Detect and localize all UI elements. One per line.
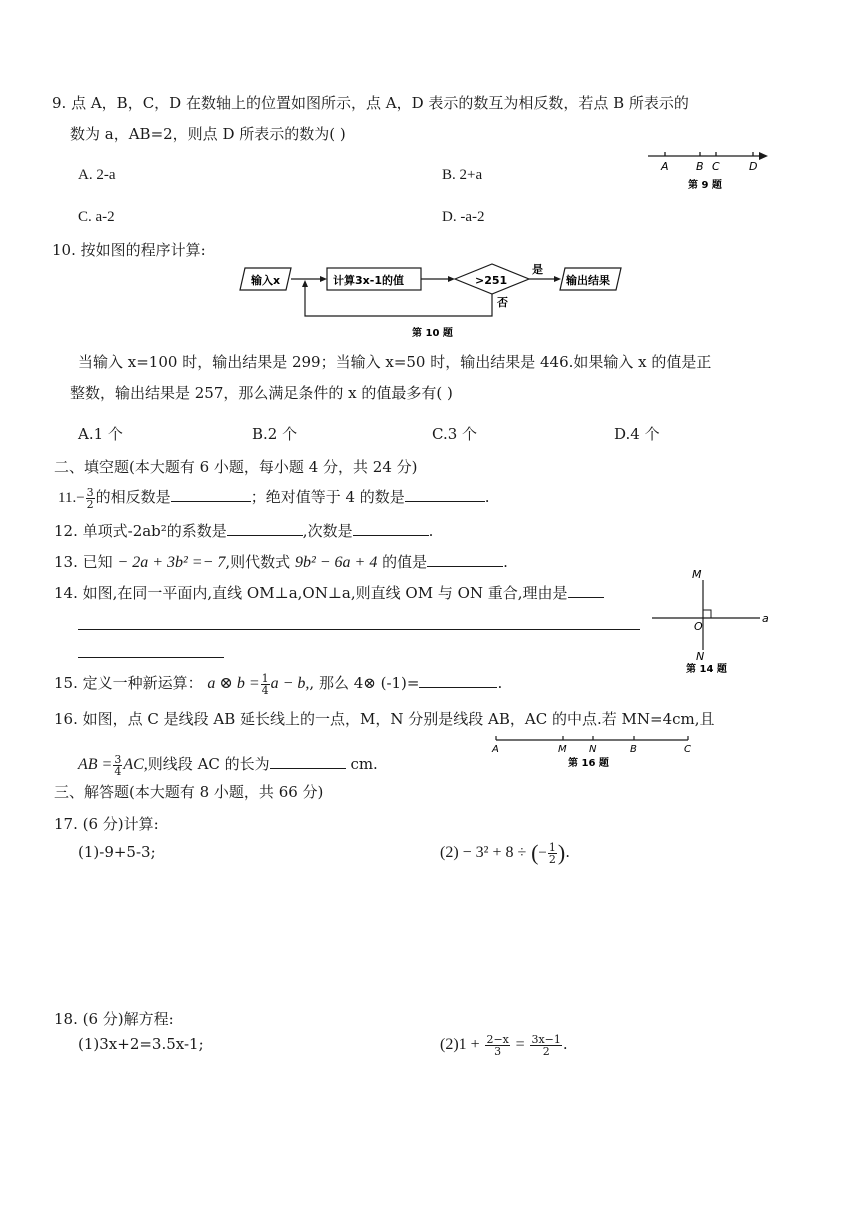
q9-number-line-figure bbox=[640, 146, 780, 196]
q9-option-a: A. 2-a bbox=[78, 167, 116, 183]
q10-option-a: A.1 个 bbox=[78, 425, 123, 443]
q10-option-c: C.3 个 bbox=[432, 425, 478, 443]
condition-label: >251 bbox=[475, 274, 508, 287]
q17-part2: (2) − 3² + 8 ÷ (− $\frac{1}{2}$ ). bbox=[440, 840, 570, 866]
q11-fraction: $\frac{3}{2}$ bbox=[86, 485, 94, 511]
input-label: 输入x bbox=[251, 274, 281, 287]
q15-line: 15. 定义一种新运算： a ⊗ b = $\frac{1}{4}$ a − b,, 那么 4⊗ (-1)= . bbox=[54, 671, 503, 697]
label-d: D bbox=[749, 160, 758, 173]
q14-perpendicular-figure bbox=[650, 566, 780, 678]
arrow-icon bbox=[302, 280, 308, 287]
q13-expression-1: − 2a + 3b² =− 7 bbox=[117, 554, 226, 571]
q18-part1: (1)3x+2=3.5x-1; bbox=[78, 1035, 204, 1053]
q10-flowchart-figure bbox=[235, 262, 625, 344]
no-label: 否 bbox=[497, 296, 508, 309]
q15-fraction: $\frac{1}{4}$ bbox=[261, 671, 269, 697]
q16-line1: 16. 如图，点 C 是线段 AB 延长线上的一点，M，N 分别是线段 AB，AC 的中点.若 MN=4cm,且 bbox=[54, 710, 715, 728]
q9-option-d: D. -a-2 bbox=[442, 209, 485, 225]
q14-caption: 第 14 题 bbox=[686, 664, 727, 675]
q13-expression-2: 9b² − 6a + 4 bbox=[294, 554, 378, 571]
q12-line: 12. 单项式-2ab²的系数是 ,次数是 . bbox=[54, 522, 434, 540]
label-a: A bbox=[661, 160, 669, 173]
q11-line: 11.− $\frac{3}{2}$ 的相反数是 ；绝对值等于 4 的数是 . bbox=[58, 485, 490, 511]
arrow-icon bbox=[554, 276, 561, 282]
q11-answer-blank-2[interactable] bbox=[405, 487, 485, 502]
q18-fraction-1: $\frac{2-x}{3}$ bbox=[486, 1032, 509, 1058]
q14-line: 14. 如图,在同一平面内,直线 OM⊥a,ON⊥a,则直线 OM 与 ON 重合,理由是 bbox=[54, 583, 604, 603]
q17-title: 17. (6 分)计算: bbox=[54, 815, 159, 833]
q16-answer-blank[interactable] bbox=[270, 754, 346, 769]
q18-part2: (2)1 + $\frac{2-x}{3}$ = $\frac{3x-1}{2}$ . bbox=[440, 1032, 568, 1058]
q12-answer-blank-2[interactable] bbox=[353, 521, 429, 536]
q9-line2: 数为 a，AB=2，则点 D 所表示的数为( ) bbox=[70, 125, 346, 143]
q9-option-c: C. a-2 bbox=[78, 209, 115, 225]
q9-option-b: B. 2+a bbox=[442, 167, 483, 183]
q14-answer-blank[interactable] bbox=[568, 583, 604, 598]
q13-line: 13. 已知 − 2a + 3b² =− 7,则代数式 9b² − 6a + 4 的值是 . bbox=[54, 553, 508, 571]
axis-arrow-icon bbox=[759, 152, 768, 160]
label-b: B bbox=[630, 744, 637, 755]
section3-title: 三、解答题(本大题有 8 小题，共 66 分) bbox=[54, 783, 324, 801]
label-b: B bbox=[696, 160, 704, 173]
q14-answer-line-2[interactable] bbox=[78, 657, 224, 658]
q16-caption: 第 16 题 bbox=[568, 758, 609, 769]
yes-label: 是 bbox=[532, 263, 543, 276]
label-m: M bbox=[558, 744, 567, 755]
q17-fraction: $\frac{1}{2}$ bbox=[548, 840, 556, 866]
q12-answer-blank-1[interactable] bbox=[227, 521, 303, 536]
q16-fraction: $\frac{3}{4}$ bbox=[114, 752, 122, 778]
q10-line1: 当输入 x=100 时，输出结果是 299；当输入 x=50 时，输出结果是 446.如果输入 x 的值是正 bbox=[78, 353, 712, 371]
compute-label: 计算3x-1的值 bbox=[333, 274, 404, 287]
label-n: N bbox=[696, 650, 705, 663]
label-a: a bbox=[762, 612, 769, 625]
output-label: 输出结果 bbox=[566, 274, 610, 287]
q16-segment-figure bbox=[486, 734, 696, 774]
q17-part1: (1)-9+5-3; bbox=[78, 843, 156, 861]
label-c: C bbox=[684, 744, 691, 755]
q11-answer-blank-1[interactable] bbox=[171, 487, 251, 502]
q9-line1: 9. 点 A，B，C，D 在数轴上的位置如图所示，点 A，D 表示的数互为相反数，若点 B 所表示的 bbox=[52, 94, 689, 112]
q13-answer-blank[interactable] bbox=[427, 552, 503, 567]
label-a: A bbox=[492, 744, 499, 755]
q15-answer-blank[interactable] bbox=[419, 673, 497, 688]
q9-caption: 第 9 题 bbox=[688, 180, 722, 191]
label-c: C bbox=[712, 160, 720, 173]
q18-title: 18. (6 分)解方程: bbox=[54, 1010, 174, 1028]
q10-option-d: D.4 个 bbox=[614, 425, 660, 443]
q11-number: 11. bbox=[58, 490, 77, 506]
label-o: O bbox=[694, 620, 703, 633]
label-n: N bbox=[589, 744, 597, 755]
arrow-icon bbox=[320, 276, 327, 282]
q16-line2: AB = $\frac{3}{4}$ AC,则线段 AC 的长为 cm. bbox=[78, 752, 378, 778]
q10-title: 10. 按如图的程序计算: bbox=[52, 241, 206, 259]
q10-caption: 第 10 题 bbox=[412, 328, 453, 339]
q14-answer-line-1[interactable] bbox=[78, 629, 640, 630]
q18-fraction-2: $\frac{3x-1}{2}$ bbox=[531, 1032, 561, 1058]
q10-option-b: B.2 个 bbox=[252, 425, 298, 443]
right-angle-icon bbox=[703, 610, 711, 618]
q10-line2: 整数，输出结果是 257，那么满足条件的 x 的值最多有( ) bbox=[70, 384, 453, 402]
section2-title: 二、填空题(本大题有 6 小题，每小题 4 分，共 24 分) bbox=[54, 458, 418, 476]
label-m: M bbox=[692, 568, 702, 581]
